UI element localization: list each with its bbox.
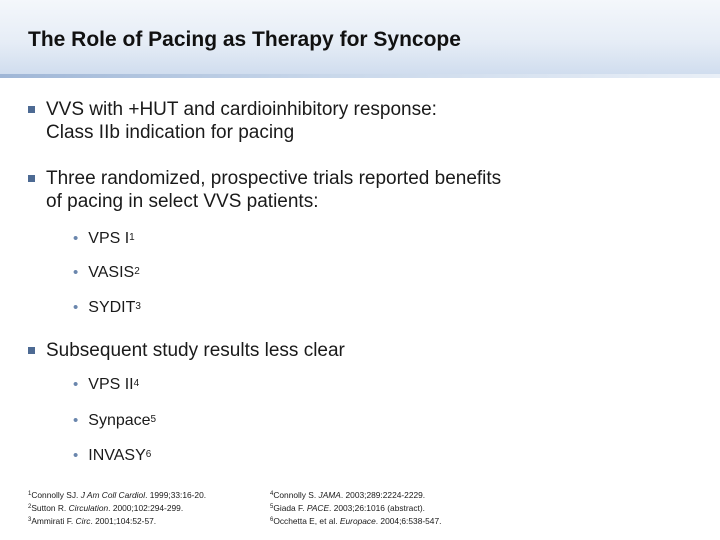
bullet-text-line: Three randomized, prospective trials reported benefits xyxy=(46,168,502,189)
bullet-square-icon xyxy=(28,175,35,182)
bullet-dot-icon: • xyxy=(73,446,79,464)
ref-marker: 2 xyxy=(134,265,140,277)
ref-author: Ammirati F. xyxy=(31,516,76,526)
sub-item xyxy=(73,376,139,394)
ref-marker: 4 xyxy=(133,377,140,389)
ref-citation: . 2001;104:52-57. xyxy=(90,516,157,526)
sub-item xyxy=(73,230,135,248)
bullet-dot-icon: • xyxy=(73,229,79,247)
ref-journal: Circulation xyxy=(68,503,109,513)
sub-item-label: Synpace xyxy=(88,412,151,429)
bullet-text-line: Subsequent study results less clear xyxy=(46,340,345,361)
sub-item-label: VASIS xyxy=(88,264,135,281)
ref-number: 2 xyxy=(28,504,32,510)
ref-author: Sutton R. xyxy=(31,503,69,513)
ref-author: Giada F. xyxy=(273,503,307,513)
bullet-dot-icon: • xyxy=(73,263,79,281)
header-rule xyxy=(0,74,720,78)
ref-marker: 6 xyxy=(145,448,152,460)
ref-journal: PACE xyxy=(306,503,330,513)
ref-number: 4 xyxy=(270,491,274,497)
bullet-square-icon xyxy=(28,347,35,354)
bullet-dot-icon: • xyxy=(73,411,79,429)
ref-author: Connolly SJ. xyxy=(31,490,81,500)
bullet-text-line: of pacing in select VVS patients: xyxy=(46,191,319,212)
bullet-item xyxy=(28,98,437,144)
sub-item xyxy=(73,299,141,317)
bullet-square-icon xyxy=(28,106,35,113)
ref-citation: . 2003;26:1016 (abstract). xyxy=(329,503,425,513)
bullet-dot-icon: • xyxy=(73,298,79,316)
ref-journal: Circ xyxy=(75,516,91,526)
ref-citation: . 2000;102:294-299. xyxy=(108,503,184,513)
reference-line xyxy=(270,502,441,515)
reference-line xyxy=(28,502,206,515)
sub-item-label: INVASY xyxy=(88,447,146,464)
ref-marker: 1 xyxy=(129,231,135,243)
references-left xyxy=(28,489,206,528)
bullet-item xyxy=(28,339,345,362)
ref-number: 1 xyxy=(28,491,32,497)
ref-author: Connolly S. xyxy=(273,490,319,500)
ref-journal: Europace xyxy=(339,516,376,526)
ref-number: 5 xyxy=(270,504,274,510)
sub-item xyxy=(73,412,156,430)
ref-journal: J Am Coll Cardiol xyxy=(80,490,146,500)
bullet-dot-icon: • xyxy=(73,375,79,393)
ref-marker: 3 xyxy=(135,300,141,312)
sub-item xyxy=(73,264,140,282)
references-right xyxy=(270,489,441,528)
sub-item-label: SYDIT xyxy=(88,299,136,316)
sub-item-label: VPS II xyxy=(88,376,134,393)
ref-journal: JAMA xyxy=(318,490,341,500)
reference-line xyxy=(270,515,441,528)
ref-author: Occhetta E, et al. xyxy=(273,516,340,526)
reference-line xyxy=(28,489,206,502)
sub-item xyxy=(73,447,151,465)
ref-number: 6 xyxy=(270,517,274,523)
ref-citation: . 1999;33:16-20. xyxy=(145,490,207,500)
reference-line xyxy=(270,489,441,502)
bullet-text-line: Class IIb indication for pacing xyxy=(46,122,295,143)
reference-line xyxy=(28,515,206,528)
bullet-item xyxy=(28,167,501,213)
slide-title: The Role of Pacing as Therapy for Syncope xyxy=(28,28,461,51)
sub-item-label: VPS I xyxy=(88,230,130,247)
ref-marker: 5 xyxy=(150,413,157,425)
ref-number: 3 xyxy=(28,517,32,523)
ref-citation: . 2004;6:538-547. xyxy=(375,516,442,526)
bullet-text-line: VVS with +HUT and cardioinhibitory response: xyxy=(46,99,437,120)
ref-citation: . 2003;289:2224-2229. xyxy=(340,490,426,500)
